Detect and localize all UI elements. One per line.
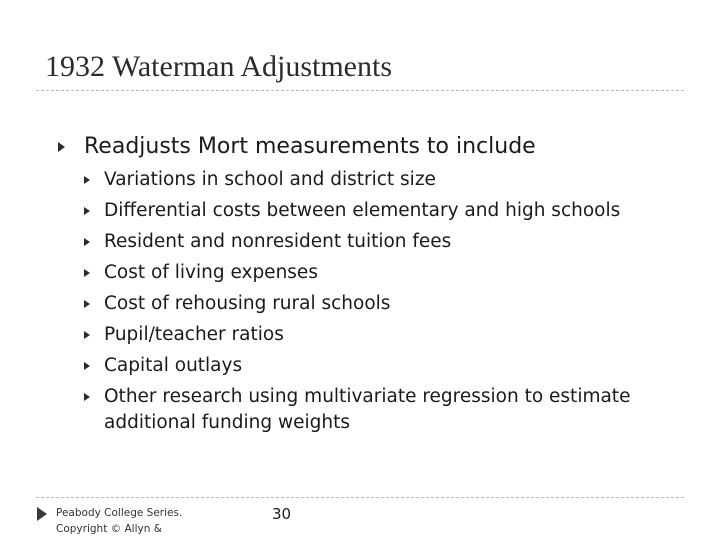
list-item — [84, 353, 659, 384]
sub-bullet-text: Cost of rehousing rural schools — [104, 293, 391, 314]
sub-bullet-text: Differential costs between elementary and high schools — [104, 200, 621, 221]
sub-bullet-text: Other research using multivariate regression to estimate additional funding weights — [104, 386, 631, 433]
triangle-bullet-icon — [84, 238, 90, 246]
sub-bullet-text: Resident and nonresident tuition fees — [104, 231, 452, 252]
footer-divider — [36, 497, 684, 498]
sub-bullet-text: Variations in school and district size — [104, 169, 436, 190]
triangle-bullet-icon — [84, 269, 90, 277]
triangle-bullet-icon — [84, 393, 90, 401]
slide-title: 1932 Waterman Adjustments — [45, 50, 392, 83]
footer-line-2: Copyright © Allyn & — [56, 523, 162, 535]
main-bullet-text: Readjusts Mort measurements to include — [84, 134, 536, 159]
sub-bullet-text: Pupil/teacher ratios — [104, 324, 284, 345]
list-item — [84, 384, 659, 436]
footer-line-1: Peabody College Series. — [56, 507, 183, 519]
list-item — [84, 322, 659, 353]
triangle-bullet-icon — [84, 331, 90, 339]
triangle-bullet-icon — [84, 362, 90, 370]
list-item — [84, 167, 659, 198]
footer-copyright — [56, 505, 182, 537]
footer-arrow-icon — [37, 507, 47, 521]
sub-bullet-text: Cost of living expenses — [104, 262, 318, 283]
triangle-bullet-icon — [84, 300, 90, 308]
main-bullet — [58, 134, 536, 159]
list-item — [84, 260, 659, 291]
triangle-bullet-icon — [84, 207, 90, 215]
triangle-bullet-icon — [58, 142, 65, 152]
sub-bullet-text: Capital outlays — [104, 355, 243, 376]
title-divider — [36, 90, 684, 91]
list-item — [84, 229, 659, 260]
sub-bullet-list — [84, 167, 659, 436]
page-number: 30 — [272, 505, 292, 523]
triangle-bullet-icon — [84, 176, 90, 184]
list-item — [84, 198, 659, 229]
list-item — [84, 291, 659, 322]
